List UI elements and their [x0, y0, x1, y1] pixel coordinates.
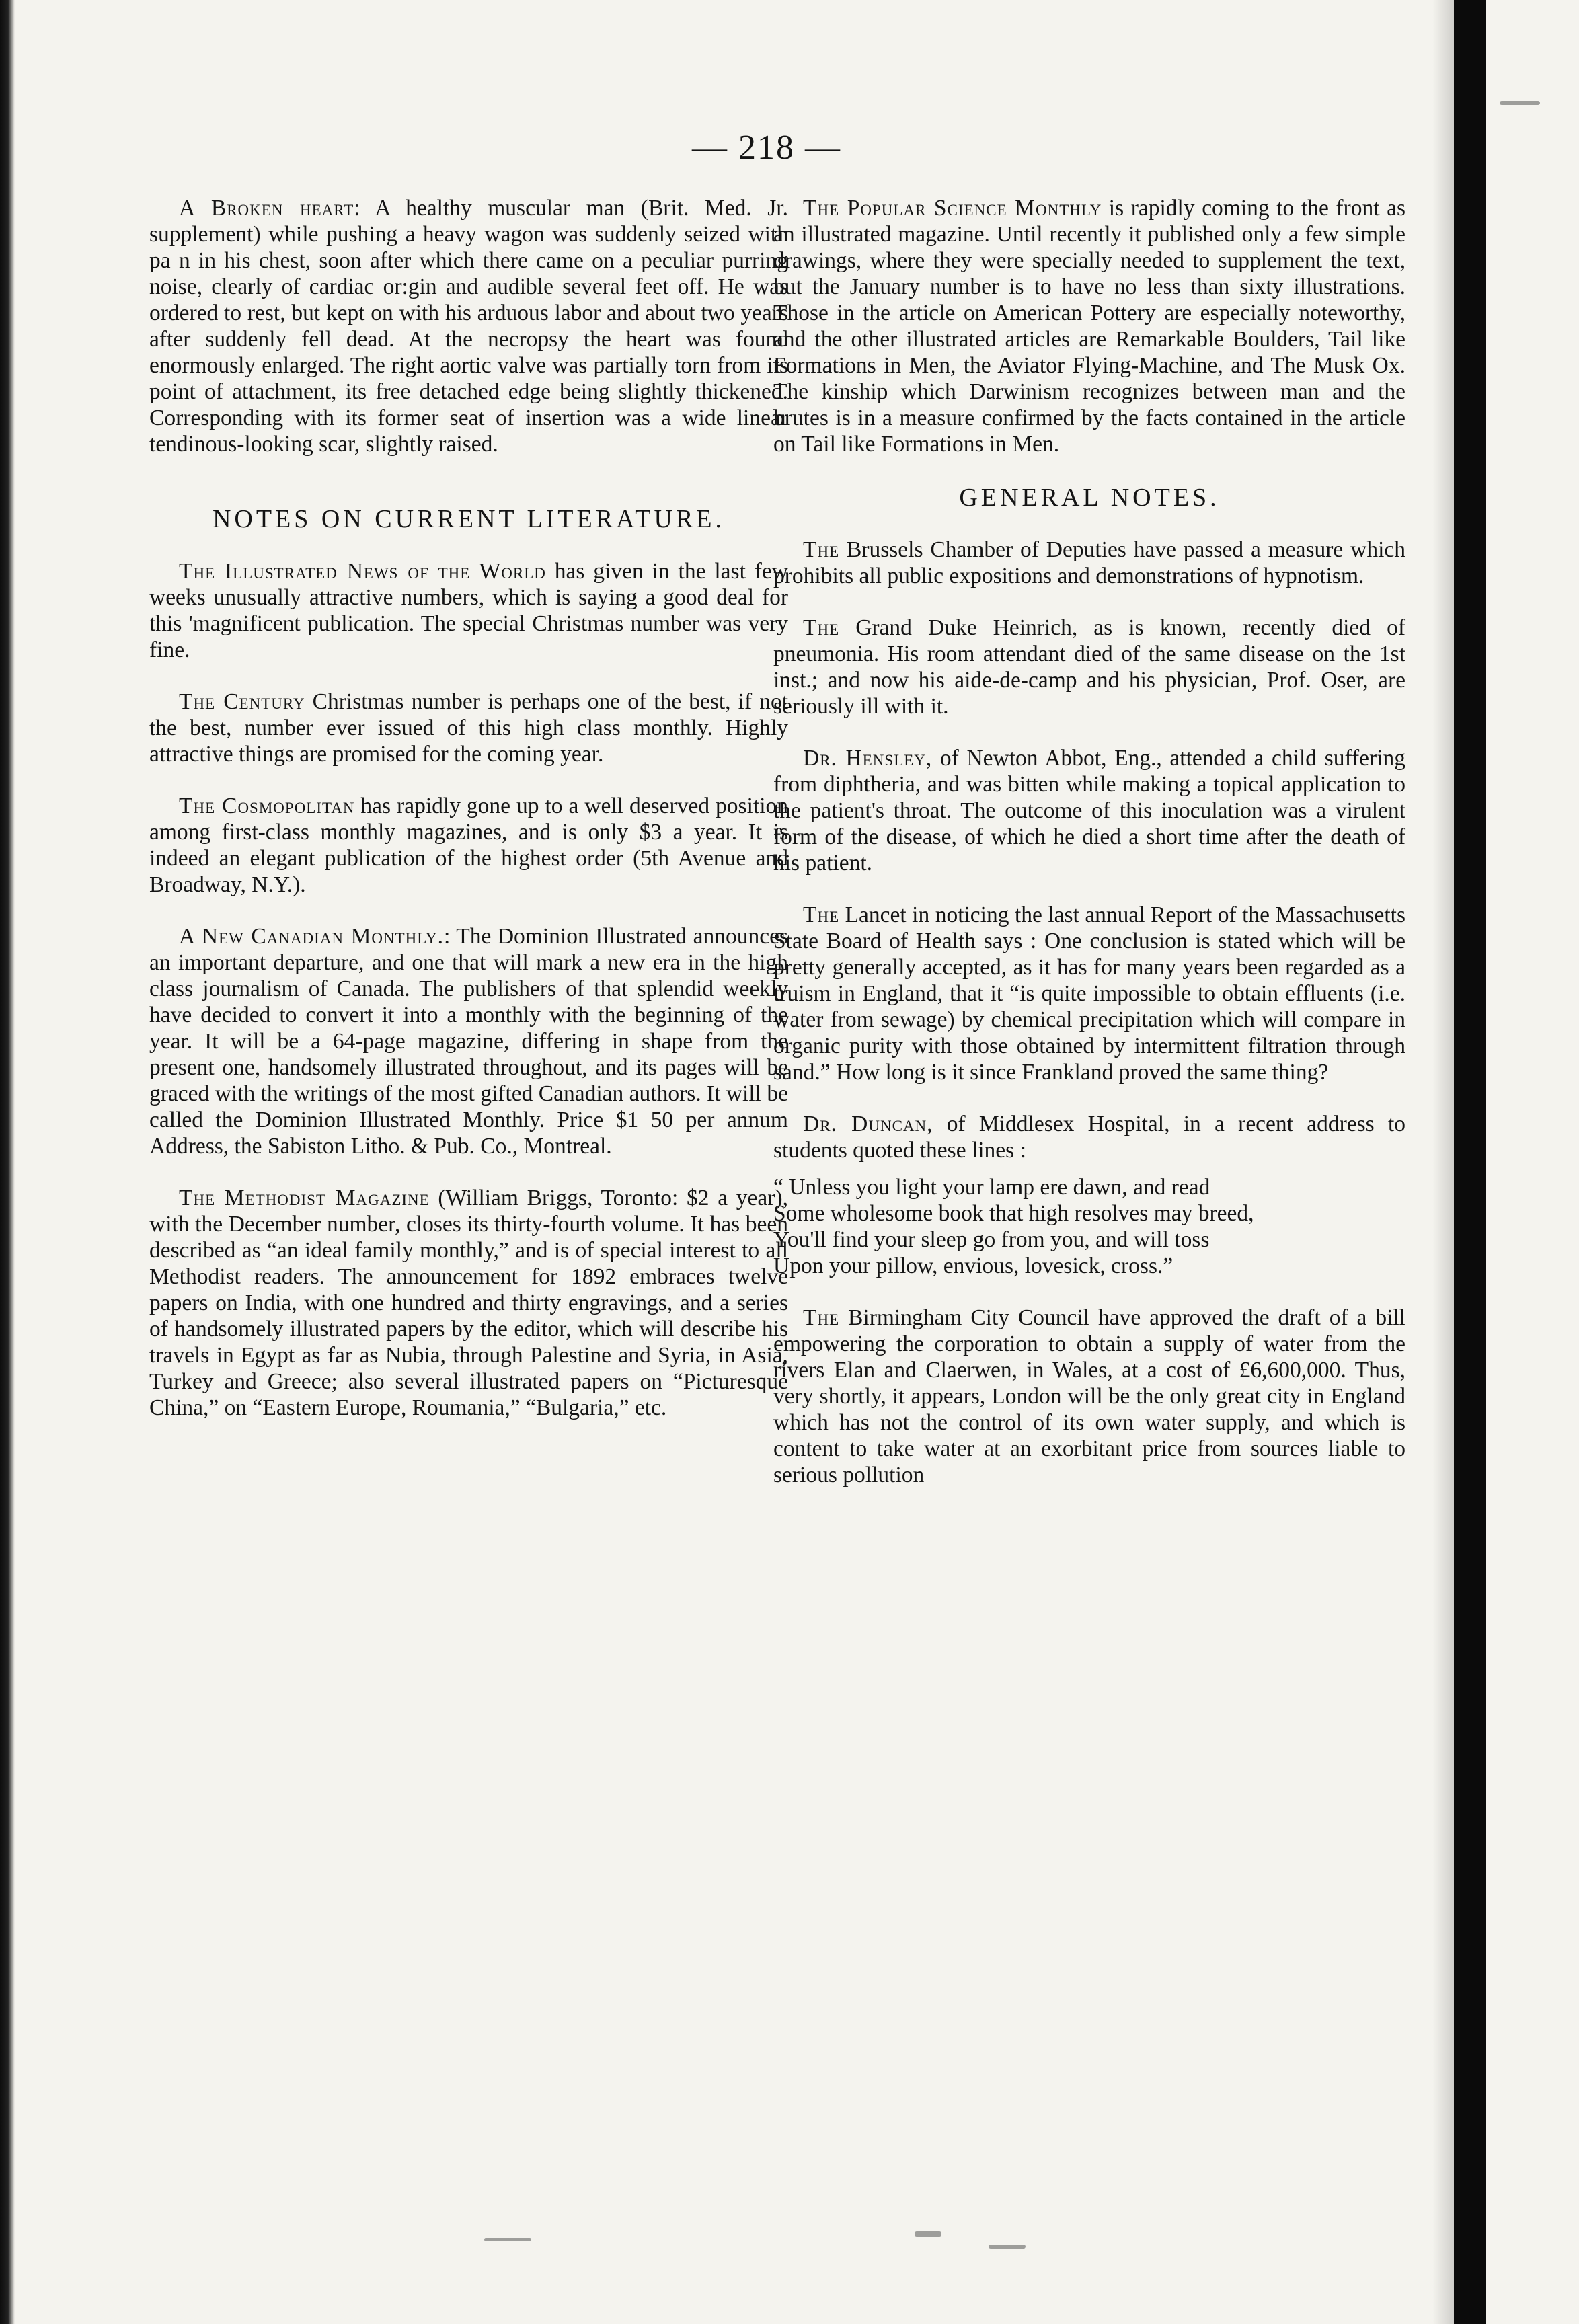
paragraph-lancet [773, 902, 1405, 1085]
right-gutter-shadow [1432, 0, 1454, 2324]
left-binding-shadow [0, 0, 15, 2324]
paragraph-lead: The [803, 1305, 840, 1330]
page-number: — 218 — [692, 128, 841, 167]
paragraph-birmingham [773, 1305, 1405, 1488]
paragraph-cosmopolitan [149, 793, 788, 898]
paragraph-illustrated-news [149, 558, 788, 663]
quoted-verse [773, 1174, 1405, 1279]
paragraph-lead: The Illustrated News of the World [179, 559, 546, 584]
article-broken-heart [149, 195, 788, 457]
paragraph-text: Brussels Chamber of Deputies have passed a measure which prohibits all public expositions and demonstrations of hypnotism. [773, 537, 1405, 588]
paragraph-grand-duke [773, 615, 1405, 720]
paragraph-lead: The [803, 902, 840, 927]
paragraph-text: Grand Duke Heinrich, as is known, recently died of pneumonia. His room attendant died of the same disease on the 1st inst.; and now his aide-de-camp and his physician, Prof. Oser, are seriously ill with it. [773, 615, 1405, 719]
paragraph-lead: A New Canadian Monthly. [179, 924, 444, 949]
paragraph-text: (William Briggs, Toronto: $2 a year), with the December number, closes its thirty-fourth volume. It has been described as “an ideal family monthly,” and is of special interest to all Methodist readers. The announcement for 1892 embraces twelve papers on India, with one hundred and thirty engravings, and a series of handsomely illustrated papers by the editor, which will describe his travels in Egypt as far as Nubia, through Palestine and Syria, in Asia, Turkey and Greece; also several illustrated papers on “Picturesque China,” on “Eastern Europe, Roumania,” “Bulgaria,” etc. [149, 1186, 788, 1420]
right-column [773, 195, 1405, 1514]
verse-line: “ Unless you light your lamp ere dawn, and read [773, 1175, 1210, 1200]
paragraph-lead: Dr. Hensley, [803, 746, 933, 771]
right-binding-edge [1454, 0, 1486, 2324]
paragraph-text: Christmas number is perhaps one of the best, if not the best, number ever issued of this high class monthly. Highly attractive things are promised for the coming year. [149, 689, 789, 767]
paragraph-hensley [773, 745, 1405, 876]
paragraph-text: Birmingham City Council have approved the draft of a bill empowering the corporation to obtain a supply of water from the rivers Elan and Claerwen, in Wales, at a cost of £6,600,000. Thus, very shortly, it appears, London will be the only great city in England which has not the control of its own water supply, and which is content to take water at an exorbitant price from sources liable to serious pollution [773, 1305, 1405, 1487]
paragraph-lead: The [803, 537, 840, 562]
paragraph-methodist-magazine [149, 1185, 788, 1421]
article-text: : A healthy muscular man (Brit. Med. Jr. supplement) while pushing a heavy wagon was suddenly seized with pa n in his chest, soon after which there came on a peculiar purring noise, clearly of cardiac or:gin and audible several feet off. He was ordered to rest, but kept on with his arduous labor and about two years after suddenly fell dead. At the necropsy the heart was found enormously enlarged. The right aortic valve was partially torn from its point of attachment, its free detached edge being slightly thickened. Corresponding with its former seat of insertion was a wide linear tendinous-looking scar, slightly raised. [149, 196, 788, 457]
verse-line: Some wholesome book that high resolves may breed, [773, 1201, 1254, 1226]
paragraph-text: of Middlesex Hospital, in a recent address to students quoted these lines : [773, 1112, 1405, 1163]
verse-line: You'll find your sleep go from you, and will toss [773, 1227, 1210, 1252]
scan-speck [989, 2245, 1026, 2249]
paragraph-canadian-monthly [149, 923, 788, 1159]
paragraph-lead: The Century [179, 689, 305, 714]
paragraph-brussels [773, 537, 1405, 589]
article-text: is rapidly coming to the front as an illustrated magazine. Until recently it published only a few simple drawings, where they were specially needed to supplement the text, but the January number is to have no less than sixty illustrations. Those in the article on American Pottery are especially noteworthy, and the other illustrated articles are Remarkable Boulders, Tail like Formations in Men, the Aviator Flying-Machine, and The Musk Ox. The kinship which Darwinism recognizes between man and the brutes is in a measure confirmed by the facts contained in the article on Tail like Formations in Men. [773, 196, 1406, 457]
paragraph-text: has given in the last few weeks unusually attractive numbers, which is saying a good deal for this 'magnificent publication. The special Christmas number was very fine. [149, 559, 788, 662]
paragraph-text: Lancet in noticing the last annual Report of the Massachusetts State Board of Health says : One conclusion is stated which will be pretty generally accepted, as it has for many years been regarded as a truism in England, that it “is quite impossible to obtain effluents (i.e. water from sewage) by chemical precipitation which will compare in organic purity with those obtained by intermittent filtration through sand.” How long is it since Frankland proved the same thing? [773, 902, 1405, 1085]
paragraph-lead: The Cosmopolitan [179, 793, 355, 818]
article-lead: The Popular Science Monthly [803, 196, 1102, 221]
section-heading-notes-literature: NOTES ON CURRENT LITERATURE. [212, 505, 726, 533]
paragraph-text: : The Dominion Illustrated announces an important departure, and one that will mark a new era in the high class journalism of Canada. The publishers of that splendid weekly have decided to convert it into a monthly with the beginning of the year. It will be a 64-page magazine, differing in shape from the present one, handsomely illustrated throughout, and its pages will be graced with the writings of the most gifted Canadian authors. It will be called the Dominion Illustrated Monthly. Price $1 50 per annum Address, the Sabiston Litho. & Pub. Co., Montreal. [149, 924, 789, 1159]
paragraph-lead: The [803, 615, 840, 640]
article-lead: A Broken heart [179, 196, 354, 221]
paragraph-lead: The Methodist Magazine [179, 1186, 430, 1210]
scan-speck [1500, 101, 1540, 105]
paragraph-lead: Dr. Duncan, [803, 1112, 933, 1136]
paragraph-century [149, 689, 788, 767]
left-column [149, 195, 788, 1446]
paragraph-text: has rapidly gone up to a well deserved position among first-class monthly magazines, and is only $3 a year. It is indeed an elegant publication of the highest order (5th Avenue and Broadway, N.Y.). [149, 793, 789, 897]
scan-speck [915, 2231, 941, 2237]
section-heading-general-notes: GENERAL NOTES. [959, 483, 1220, 512]
article-popular-science [773, 195, 1405, 457]
verse-line: Upon your pillow, envious, lovesick, cross.” [773, 1253, 1173, 1278]
paragraph-duncan [773, 1111, 1405, 1163]
scan-speck [484, 2238, 531, 2241]
paragraph-text: of Newton Abbot, Eng., attended a child suffering from diphtheria, and was bitten while making a topical application to the patient's throat. The outcome of this inoculation was a virulent form of the disease, of which he died a short time after the death of his patient. [773, 746, 1405, 876]
